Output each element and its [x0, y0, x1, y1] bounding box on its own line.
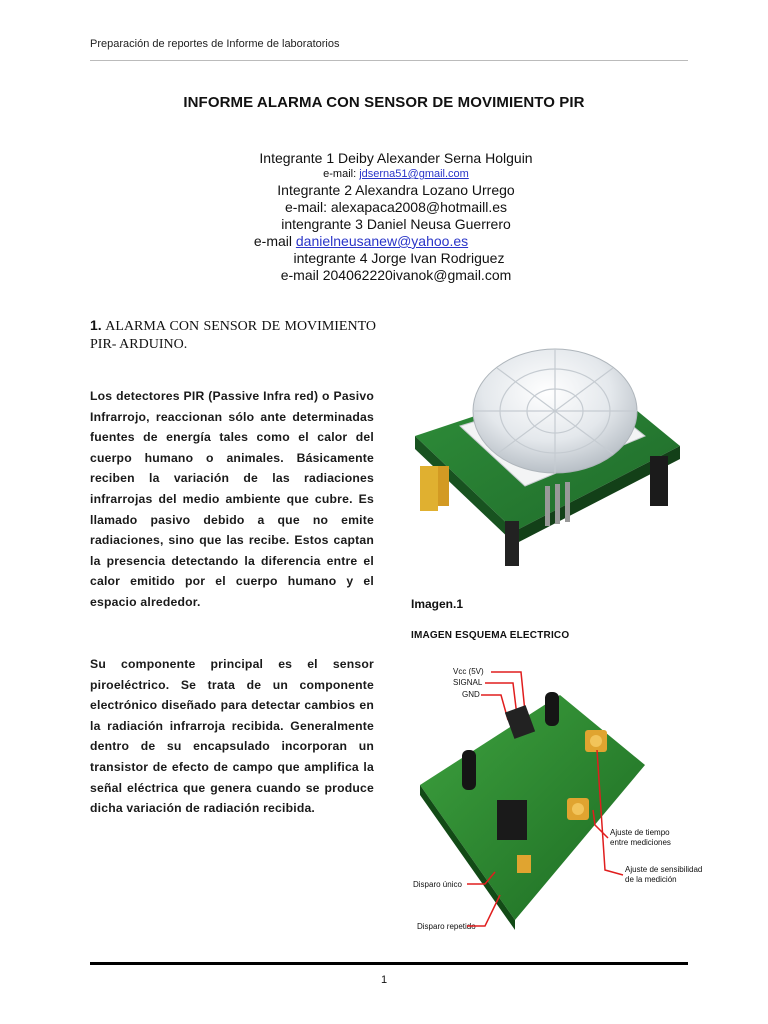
label-disparo-unico: Disparo único [413, 880, 462, 889]
author-3-email: e-mail danielneusanew@yahoo.es [253, 233, 469, 249]
figure-2-caption: IMAGEN ESQUEMA ELECTRICO [411, 630, 570, 641]
author-2: Integrante 2 Alexandra Lozano Urrego [277, 182, 515, 198]
label-gnd: GND [462, 690, 480, 699]
label-disparo-repetido: Disparo repetido [417, 922, 476, 931]
author-3-email-link[interactable]: danielneusanew@yahoo.es [295, 233, 469, 249]
footer-divider [90, 962, 688, 965]
label-vcc: Vcc (5V) [453, 667, 484, 676]
document-title: INFORME ALARMA CON SENSOR DE MOVIMIENTO PIR [183, 94, 585, 111]
page-number: 1 [380, 974, 388, 986]
paragraph-1: Los detectores PIR (Passive Infra red) o Pasivo Infrarrojo, reaccionan sólo ante determinadas fuentes de energía tales como el calor del cuerpo humano o animales. Básicamente reciben la variación de las radiaciones infrarrojas del medio ambiente que cubre. Es llamado pasivo debido a que no emite radiaciones, sino que las recibe. Estos captan la presencia detectando la diferencia entre el calor emitido por el cuerpo humano y el espacio alrededor. [90, 389, 374, 609]
section-number: 1. [90, 317, 102, 333]
pir-sensor-image [405, 316, 690, 572]
page-header: Preparación de reportes de Informe de laboratorios [90, 38, 340, 50]
author-2-email: e-mail: alexapaca2008@hotmaill.es [285, 199, 507, 215]
section-title: ALARMA CON SENSOR DE MOVIMIENTO PIR- ARDUINO. [90, 319, 377, 352]
author-3: intengrante 3 Daniel Neusa Guerrero [281, 216, 511, 232]
header-divider [90, 60, 688, 61]
schematic-image [405, 650, 703, 940]
author-4: integrante 4 Jorge Ivan Rodriguez [293, 250, 505, 266]
label-ajuste-sensibilidad-1: Ajuste de sensibilidad [625, 865, 703, 874]
authors-block [0, 150, 768, 284]
label-ajuste-tiempo-1: Ajuste de tiempo [610, 828, 670, 837]
section-heading [90, 316, 376, 354]
label-ajuste-sensibilidad-2: de la medición [625, 875, 677, 884]
author-1: Integrante 1 Deiby Alexander Serna Holguin [259, 150, 533, 166]
author-4-email: e-mail 204062220ivanok@gmail.com [280, 267, 512, 283]
figure-1-caption: Imagen.1 [411, 597, 464, 611]
paragraph-2: Su componente principal es el sensor piroeléctrico. Se trata de un componente electrónico diseñado para detectar cambios en la radiación infrarroja recibida. Generalmente dentro de su encapsulado incorporan un transistor de efecto de campo que amplifica la señal eléctrica que genera cuando se produce dicha variación de radiación recibida. [90, 657, 374, 816]
label-ajuste-tiempo-2: entre mediciones [610, 838, 671, 847]
label-signal: SIGNAL [453, 678, 483, 687]
author-1-email-link[interactable]: jdserna51@gmail.com [359, 168, 469, 180]
author-1-email: e-mail: jdserna51@gmail.com [323, 168, 469, 180]
